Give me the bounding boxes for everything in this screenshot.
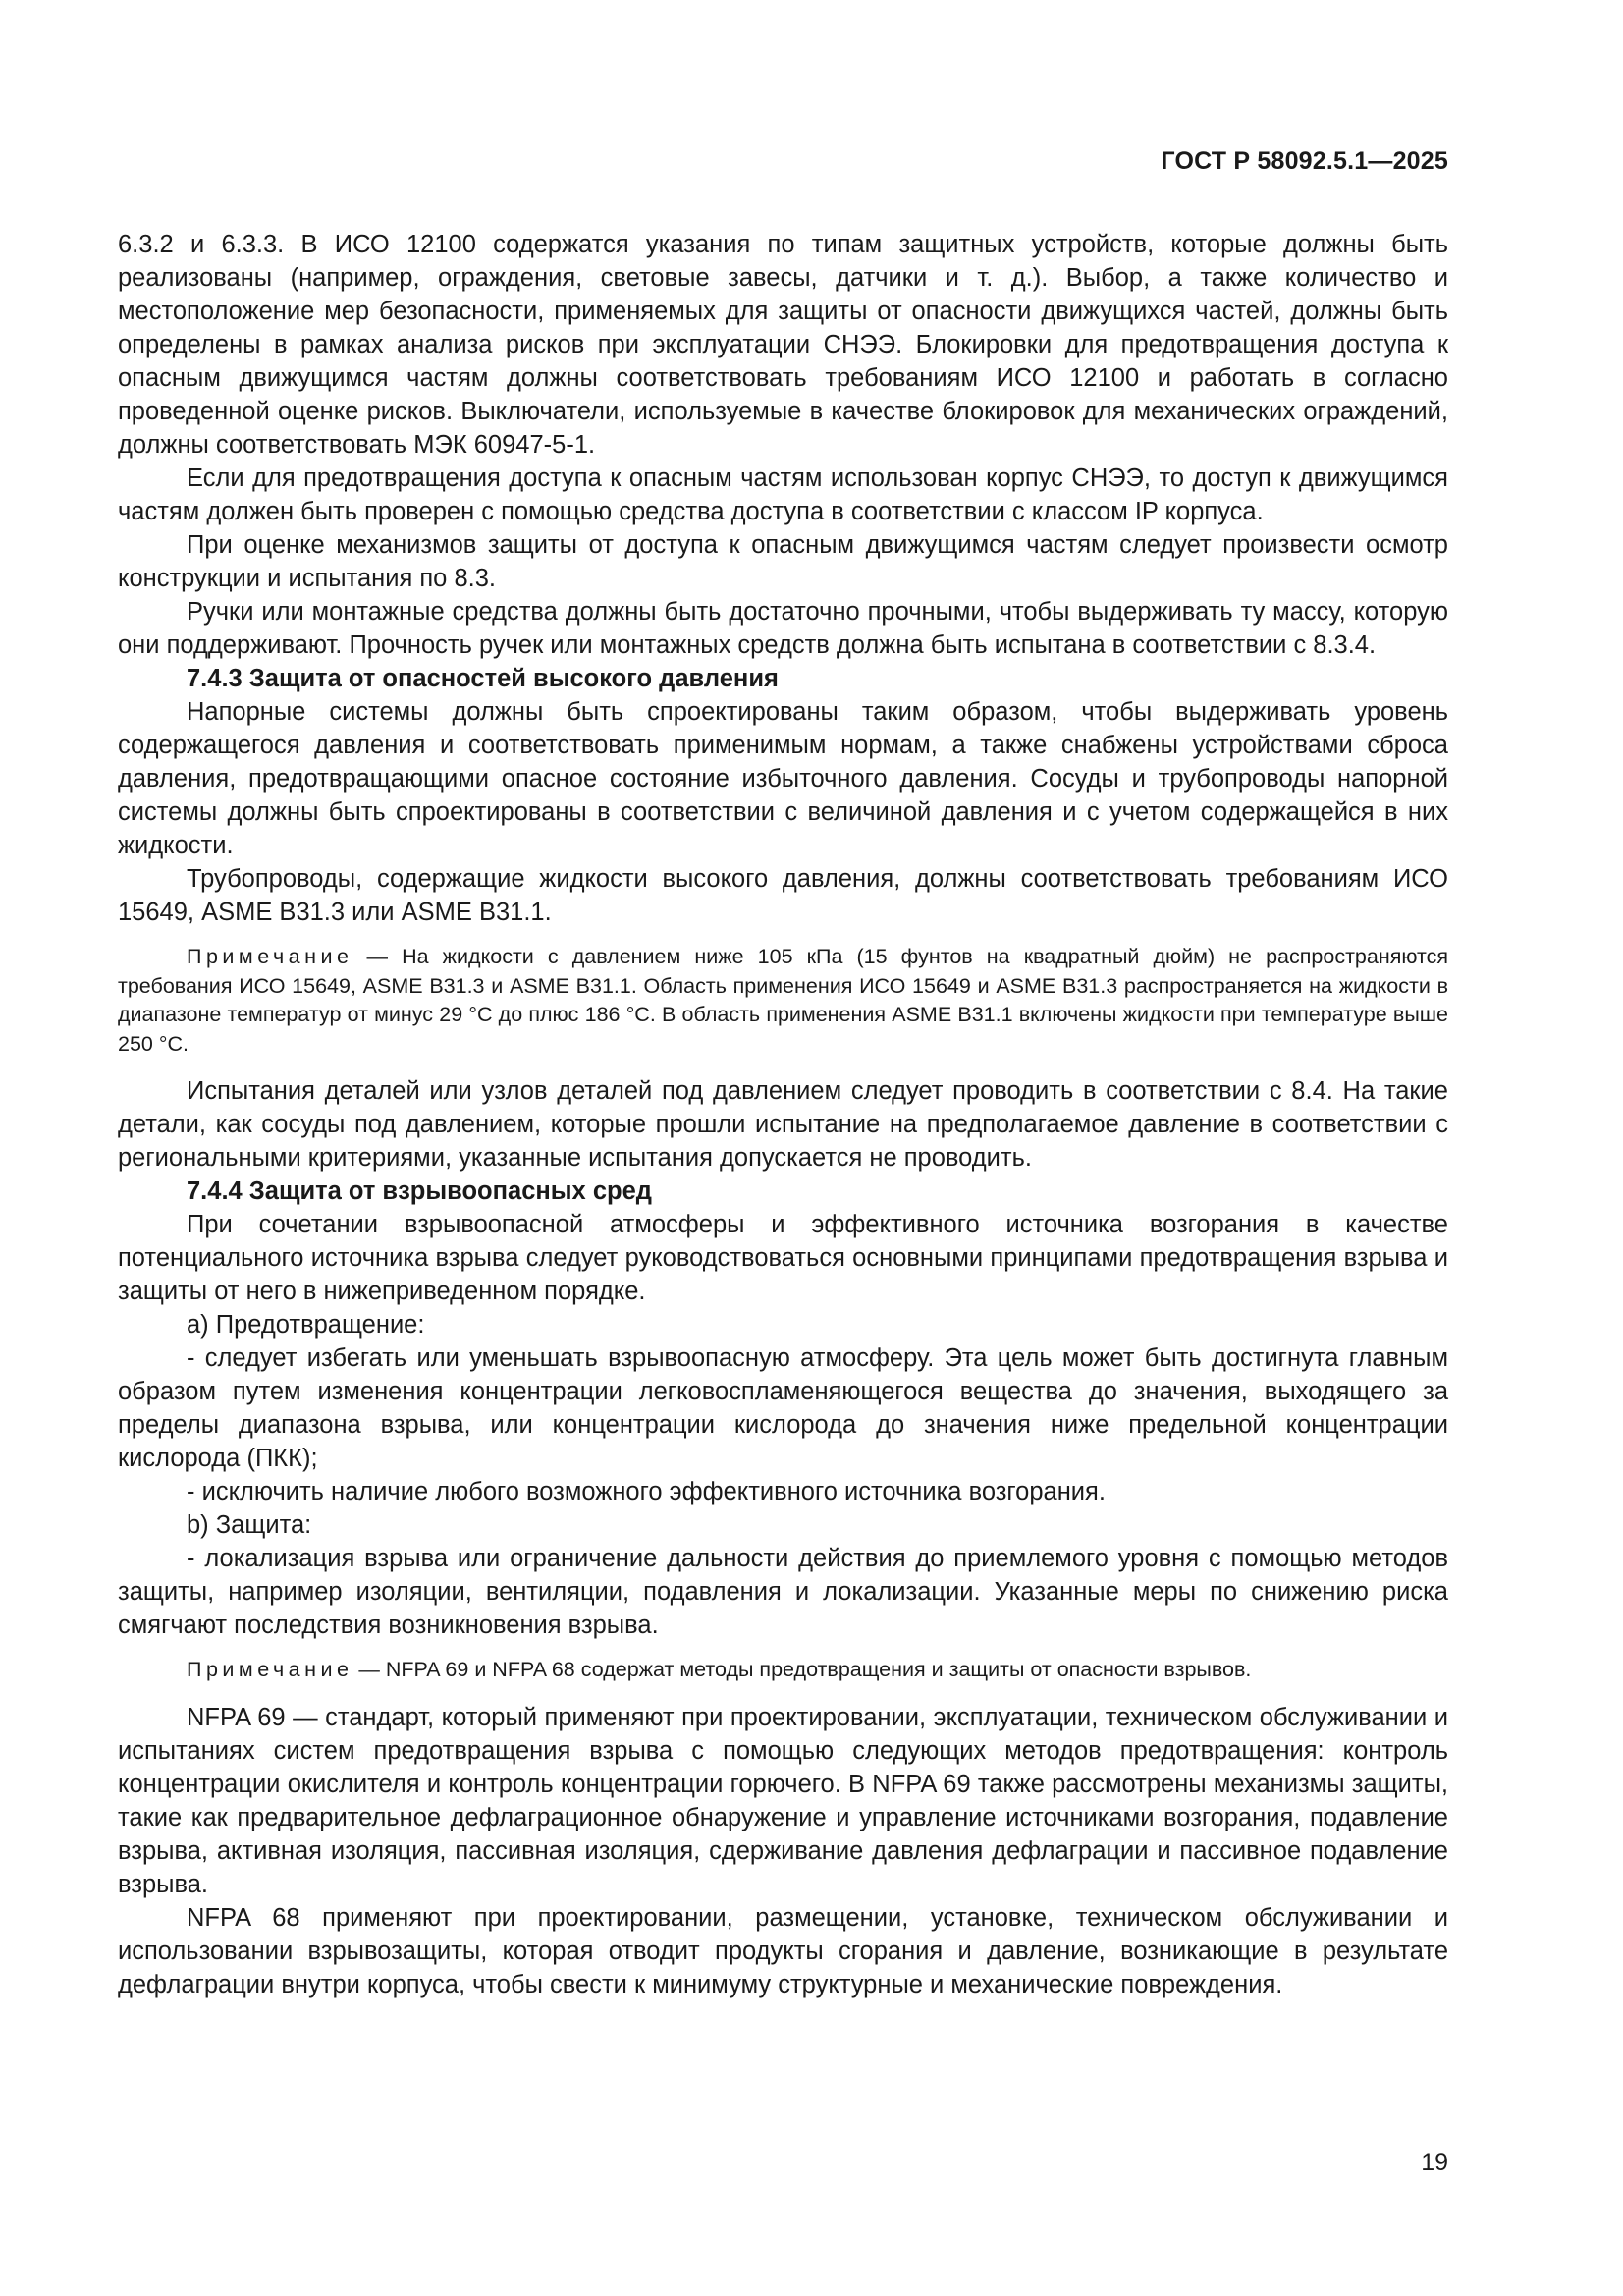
note-text: — NFPA 69 и NFPA 68 содержат методы предотвращения и защиты от опасности взрывов. <box>352 1658 1252 1681</box>
paragraph: Напорные системы должны быть спроектированы таким образом, чтобы выдерживать уровень содержащегося давления и соответствовать применимым нормам, а также снабжены устройствами сброса давления, предотвращающими опасное состояние избыточного давления. Сосуды и трубопроводы напорной системы должны быть спроектированы в соответствии с величиной давления и с учетом содержащейся в них жидкости. <box>118 698 1448 859</box>
paragraph: Трубопроводы, содержащие жидкости высокого давления, должны соответствовать требованиям ИСО 15649, ASME B31.3 или ASME B31.1. <box>118 865 1448 926</box>
paragraph: - локализация взрыва или ограничение дальности действия до приемлемого уровня с помощью методов защиты, например изоляции, вентиляции, подавления и локализации. Указанные меры по снижению риска смягчают последствия возникновения взрыва. <box>118 1545 1448 1639</box>
paragraph: При сочетании взрывоопасной атмосферы и эффективного источника возгорания в качестве потенциального источника взрыва следует руководствоваться основными принципами предотвращения взрыва и защиты от него в нижеприведенном порядке. <box>118 1211 1448 1305</box>
page-number: 19 <box>1421 2149 1448 2176</box>
note-label: Примечание <box>187 1658 353 1681</box>
paragraph: a) Предотвращение: <box>187 1311 425 1339</box>
paragraph: NFPA 68 применяют при проектировании, размещении, установке, техническом обслуживании и использовании взрывозащиты, которая отводит продукты сгорания и давление, возникающие в результате дефлаграции внутри корпуса, чтобы свести к минимуму структурные и механические повреждения. <box>118 1903 1448 1998</box>
document-id: ГОСТ Р 58092.5.1—2025 <box>1161 147 1448 175</box>
paragraph: При оценке механизмов защиты от доступа к опасным движущимся частям следует произвести осмотр конструкции и испытания по 8.3. <box>118 531 1448 592</box>
note <box>118 943 1448 1059</box>
section-heading: 7.4.3 Защита от опасностей высокого давления <box>187 665 779 692</box>
document-body <box>118 228 1448 2001</box>
paragraph: b) Защита: <box>187 1511 312 1539</box>
paragraph: 6.3.2 и 6.3.3. В ИСО 12100 содержатся указания по типам защитных устройств, которые должны быть реализованы (например, ограждения, световые завесы, датчики и т. д.). Выбор, а также количество и местоположение мер безопасности, применяемых для защиты от опасности движущихся частей, должны быть определены в рамках анализа рисков при эксплуатации СНЭЭ. Блокировки для предотвращения доступа к опасным движущимся частям должны соответствовать требованиям ИСО 12100 и работать в согласно проведенной оценке рисков. Выключатели, используемые в качестве блокировок для механических ограждений, должны соответствовать МЭК 60947-5-1. <box>118 231 1448 459</box>
paragraph: Ручки или монтажные средства должны быть достаточно прочными, чтобы выдерживать ту массу, которую они поддерживают. Прочность ручек или монтажных средств должна быть испытана в соответствии с 8.3.4. <box>118 598 1448 659</box>
paragraph: Если для предотвращения доступа к опасным частям использован корпус СНЭЭ, то доступ к движущимся частям должен быть проверен с помощью средства доступа в соответствии с классом IP корпуса. <box>118 465 1448 525</box>
paragraph: NFPA 69 — стандарт, который применяют при проектировании, эксплуатации, техническом обслуживании и испытаниях систем предотвращения взрыва с помощью следующих методов предотвращения: контроль концентрации окислителя и контроль концентрации горючего. В NFPA 69 также рассмотрены механизмы защиты, такие как предварительное дефлаграционное обнаружение и управление источниками возгорания, подавление взрыва, активная изоляция, пассивная изоляция, сдерживание давления дефлаграции и пассивное подавление взрыва. <box>118 1703 1448 1898</box>
paragraph: Испытания деталей или узлов деталей под давлением следует проводить в соответствии с 8.4. На такие детали, как сосуды под давлением, которые прошли испытание на предполагаемое давление в соответствии с региональными критериями, указанные испытания допускается не проводить. <box>118 1077 1448 1172</box>
paragraph: - исключить наличие любого возможного эффективного источника возгорания. <box>187 1478 1106 1505</box>
note-label: Примечание <box>187 945 353 968</box>
paragraph: - следует избегать или уменьшать взрывоопасную атмосферу. Эта цель может быть достигнута главным образом путем изменения концентрации легковоспламеняющегося вещества до значения, выходящего за пределы диапазона взрыва, или концентрации кислорода до значения ниже предельной концентрации кислорода (ПКК); <box>118 1344 1448 1472</box>
note-text: — На жидкости с давлением ниже 105 кПа (15 фунтов на квадратный дюйм) не распространяются требования ИСО 15649, ASME B31.3 и ASME B31.1. Область применения ИСО 15649 и ASME B31.3 распространяется на жидкости в диапазоне температур от минус 29 °C до плюс 186 °C. В область применения ASME B31.1 включены жидкости при температуре выше 250 °C. <box>118 945 1448 1056</box>
note <box>118 1656 1448 1685</box>
section-heading: 7.4.4 Защита от взрывоопасных сред <box>187 1177 652 1205</box>
